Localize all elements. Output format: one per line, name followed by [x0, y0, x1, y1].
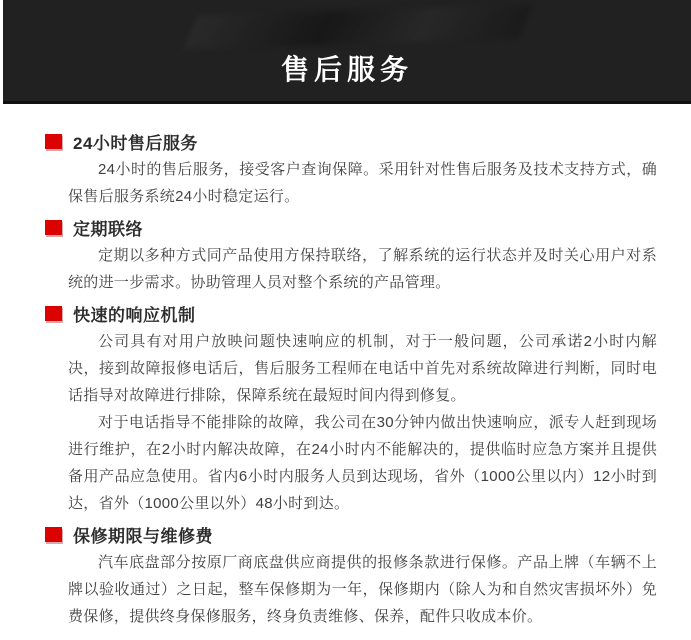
section-heading [45, 523, 657, 545]
page-title: 售后服务 [280, 54, 413, 85]
paragraph: 对于电话指导不能排除的故障，我公司在30分钟内做出快速响应，派专人赶到现场进行维护，在2小时内解决故障，在24小时内不能解决的，提供临时应急方案并且提供备用产品应急使用。省内6小时内服务人员到达现场，省外（1000公里以内）12小时到达，省外（1000公里以外）48小时到达。 [68, 414, 657, 512]
service-section [45, 216, 657, 296]
red-square-bullet-icon [45, 134, 62, 149]
red-square-bullet-icon [45, 527, 62, 542]
red-square-bullet-icon [45, 306, 62, 321]
paragraph: 汽车底盘部分按原厂商底盘供应商提供的报修条款进行保修。产品上牌（车辆不上牌以验收通过）之日起，整车保修期为一年，保修期内（除人为和自然灾害损坏外）免费保修，提供终身保修服务，终身负责维修、保养，配件只收成本价。 [68, 554, 657, 625]
paragraph: 定期以多种方式同产品使用方保持联络，了解系统的运行状态并及时关心用户对系统的进一步需求。协助管理人员对整个系统的产品管理。 [68, 247, 657, 291]
section-heading [45, 216, 657, 238]
paragraph: 24小时的售后服务，接受客户查询保障。采用针对性售后服务及技术支持方式，确保售后服务系统24小时稳定运行。 [68, 161, 657, 205]
section-paragraphs [45, 242, 657, 296]
section-paragraphs [45, 156, 657, 210]
section-heading [45, 302, 657, 324]
service-section [45, 130, 657, 210]
red-square-bullet-icon [45, 220, 62, 235]
section-paragraphs [45, 328, 657, 517]
watermark-smudge [184, 4, 533, 49]
section-heading [45, 130, 657, 152]
service-section [45, 523, 657, 630]
paragraph: 公司具有对用户放映问题快速响应的机制，对于一般问题，公司承诺2小时内解决，接到故障报修电话后，售后服务工程师在电话中首先对系统故障进行判断，同时电话指导对故障进行排除，保障系统在最短时间内得到修复。 [68, 333, 657, 404]
section-heading-text: 保修期限与维修费 [73, 526, 213, 546]
section-heading-text: 快速的响应机制 [73, 305, 196, 325]
service-section [45, 302, 657, 517]
header-banner [3, 0, 691, 104]
content-area [0, 104, 691, 630]
section-paragraphs [45, 549, 657, 630]
section-heading-text: 24小时售后服务 [73, 133, 198, 153]
section-heading-text: 定期联络 [73, 219, 143, 239]
